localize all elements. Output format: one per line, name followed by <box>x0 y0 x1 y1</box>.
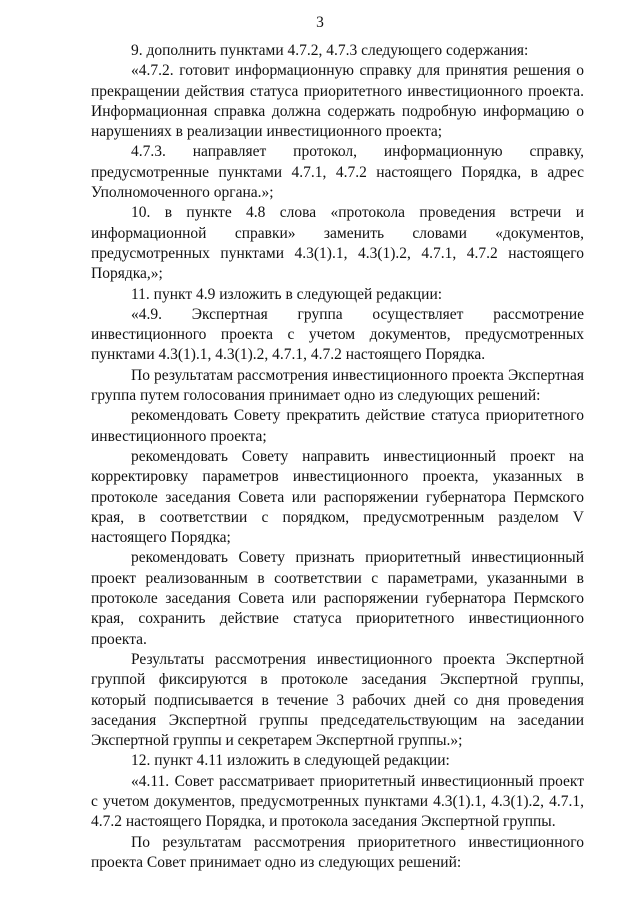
paragraph: 10. в пункте 4.8 слова «протокола проведения встречи и информационной справки» заменить словами «документов, предусмотренных пунктами 4.3(1).1, 4.3(1).2, 4.7.1, 4.7.2 настоящего Порядка,»; <box>91 204 584 283</box>
document-body <box>91 41 584 873</box>
paragraph: рекомендовать Совету прекратить действие статуса приоритетного инвестиционного проекта; <box>91 407 584 445</box>
paragraph: «4.11. Совет рассматривает приоритетный инвестиционный проект с учетом документов, предусмотренных пунктами 4.3(1).1, 4.3(1).2, 4.7.1, 4.7.2 настоящего Порядка, и протокола заседания Экспертной группы. <box>91 772 584 831</box>
paragraph: 4.7.3. направляет протокол, информационную справку, предусмотренные пунктами 4.7.1, 4.7.2 настоящего Порядка, в адрес Уполномоченного органа.»; <box>91 143 584 202</box>
paragraph: 11. пункт 4.9 изложить в следующей редакции: <box>131 285 443 303</box>
paragraph: рекомендовать Совету направить инвестиционный проект на корректировку параметров инвестиционного проекта, указанных в протоколе заседания Совета или распоряжении губернатора Пермского края, в соответствии с порядком, предусмотренным разделом V настоящего Порядка; <box>91 447 584 547</box>
page-number: 3 <box>316 14 324 31</box>
paragraph: «4.9. Экспертная группа осуществляет рассмотрение инвестиционного проекта с учетом документов, предусмотренных пунктами 4.3(1).1, 4.3(1).2, 4.7.1, 4.7.2 настоящего Порядка. <box>91 305 584 364</box>
paragraph: По результатам рассмотрения приоритетного инвестиционного проекта Совет принимает одно из следующих решений: <box>91 833 584 871</box>
paragraph: По результатам рассмотрения инвестиционного проекта Экспертная группа путем голосования принимает одно из следующих решений: <box>91 366 584 405</box>
paragraph: 9. дополнить пунктами 4.7.2, 4.7.3 следующего содержания: <box>131 42 529 59</box>
paragraph: рекомендовать Совету признать приоритетный инвестиционный проект реализованным в соответствии с параметрами, указанными в протоколе заседания Совета или распоряжении губернатора Пермского края, сохранить действие статуса приоритетного инвестиционного проекта. <box>91 549 584 648</box>
paragraph: Результаты рассмотрения инвестиционного проекта Экспертной группой фиксируются в протоколе заседания Экспертной группы, который подписывается в течение 3 рабочих дней со дня проведения заседания Экспертной группы председательствующим на заседании Экспертной группы и секретарем Экспертной группы.»; <box>91 650 584 750</box>
paragraph: 12. пункт 4.11 изложить в следующей редакции: <box>131 752 450 770</box>
paragraph: «4.7.2. готовит информационную справку для принятия решения о прекращении действия статуса приоритетного инвестиционного проекта. Информационная справка должна содержать подробную информацию о нарушениях в реализации инвестиционного проекта; <box>91 62 584 141</box>
